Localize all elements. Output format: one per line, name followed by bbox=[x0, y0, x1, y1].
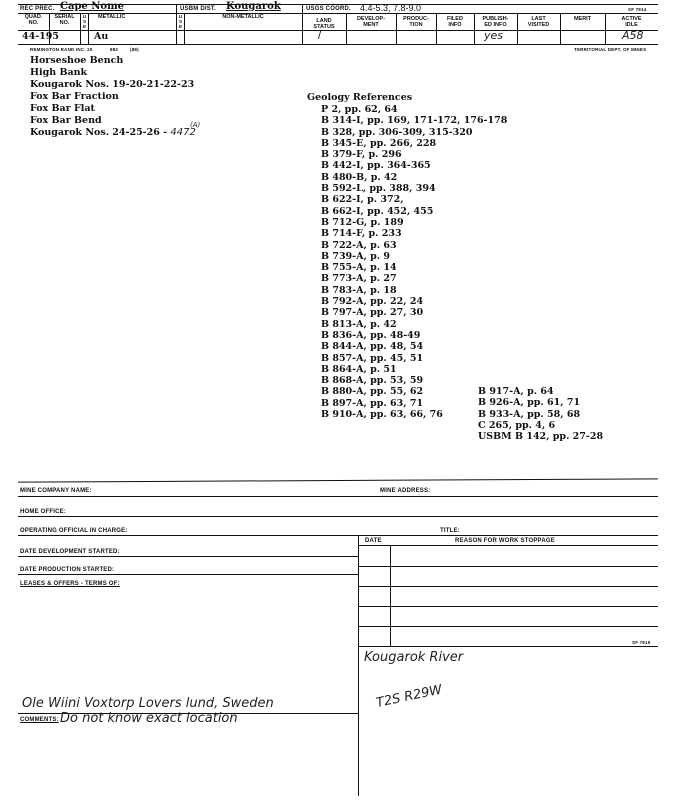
form-number-top: SF 7914 bbox=[628, 7, 647, 12]
geology-ref: B 714-F, p. 233 bbox=[321, 228, 402, 240]
geology-ref: B 773-A, p. 27 bbox=[321, 273, 397, 285]
geology-ref: B 910-A, pp. 63, 66, 76 bbox=[321, 409, 443, 421]
geology-ref: B 933-A, pp. 58, 68 bbox=[478, 408, 581, 420]
published-value: yes bbox=[484, 29, 504, 42]
claim-handwritten-mark: (A) bbox=[190, 121, 201, 129]
dev-started-line bbox=[18, 556, 358, 557]
metallic-value: Au bbox=[94, 31, 109, 42]
col-quad-no: QUAD. NO. bbox=[24, 14, 43, 26]
printer-code-2: (88) bbox=[130, 47, 139, 52]
stoppage-date-divider bbox=[390, 545, 391, 647]
claim-item: Fox Bar Fraction bbox=[30, 91, 119, 102]
official-line bbox=[18, 535, 658, 536]
form-number-bottom: SF 7915 bbox=[632, 640, 651, 645]
col-production: PRODUC- TION bbox=[403, 16, 429, 28]
rec-prec-value: Cape Nome bbox=[60, 1, 125, 12]
geology-ref: B 844-A, pp. 48, 54 bbox=[321, 341, 424, 353]
title-label: TITLE: bbox=[440, 528, 460, 534]
operating-official-label: OPERATING OFFICIAL IN CHARGE: bbox=[20, 528, 128, 534]
geology-ref: B 739-A, p. 9 bbox=[321, 250, 390, 262]
leases-offers-label: LEASES & OFFERS - TERMS OF: bbox=[20, 581, 120, 587]
stoppage-header-line bbox=[358, 545, 658, 546]
geology-ref: USBM B 142, pp. 27-28 bbox=[478, 431, 604, 443]
claim-item: Horseshoe Bench bbox=[30, 55, 124, 66]
row-divider bbox=[18, 44, 658, 45]
printer-credit: REMINGTON RAND INC. 20 bbox=[30, 47, 93, 52]
col-serial-no: SERIAL NO. bbox=[54, 14, 75, 26]
geology-ref: B 917-A, p. 64 bbox=[478, 386, 554, 397]
department-label: TERRITORIAL DEPT. OF MINES bbox=[574, 47, 647, 52]
geology-ref: P 2, pp. 62, 64 bbox=[321, 104, 398, 115]
geology-ref: B 622-I, p. 372, bbox=[321, 194, 404, 206]
geology-refs-right bbox=[478, 386, 603, 442]
comments-label: COMMENTS: bbox=[20, 717, 59, 723]
col-last-visited: LAST VISITED bbox=[527, 16, 550, 28]
claims-list bbox=[30, 55, 201, 139]
printer-code-1: 882 bbox=[110, 47, 119, 52]
usbm-dist-value: Kougarok bbox=[226, 1, 281, 12]
col-development: DEVELOP- MENT bbox=[356, 16, 386, 28]
geology-ref: B 864-A, p. 51 bbox=[321, 363, 397, 375]
active-idle-value: A58 bbox=[622, 29, 644, 42]
geology-ref: B 662-I, pp. 452, 455 bbox=[321, 205, 434, 217]
stoppage-row-2 bbox=[358, 586, 658, 587]
handwritten-river: Kougarok River bbox=[364, 650, 464, 665]
stoppage-left-border bbox=[358, 535, 359, 647]
usgs-coord-value: 4.4-5.3, 7.8-9.0 bbox=[360, 3, 422, 13]
geology-ref: B 797-A, pp. 27, 30 bbox=[321, 307, 424, 319]
geology-ref: B 813-A, p. 42 bbox=[321, 318, 397, 330]
home-office-label: HOME OFFICE: bbox=[20, 509, 67, 515]
geology-ref: B 897-A, pp. 63, 71 bbox=[321, 397, 424, 409]
stoppage-row-3 bbox=[358, 606, 658, 607]
geology-ref: B 836-A, pp. 48-49 bbox=[321, 329, 421, 341]
claim-item: Fox Bar Bend bbox=[30, 115, 102, 126]
geology-ref: B 480-B, p. 42 bbox=[321, 171, 398, 183]
claim-item-text: Kougarok Nos. 24-25-26 - bbox=[30, 127, 168, 138]
claim-item: Kougarok Nos. 19-20-21-22-23 bbox=[30, 79, 195, 90]
geology-title: Geology References bbox=[307, 92, 413, 103]
col-use-1: U S E bbox=[82, 14, 87, 29]
col-use-2: U S E bbox=[178, 14, 183, 29]
stoppage-reason-label: REASON FOR WORK STOPPAGE bbox=[455, 538, 555, 544]
date-prod-started-label: DATE PRODUCTION STARTED: bbox=[20, 567, 115, 573]
col-land-status: LAND STATUS bbox=[313, 18, 335, 30]
mine-company-line bbox=[18, 496, 658, 497]
mine-company-label: MINE COMPANY NAME: bbox=[20, 488, 92, 494]
claim-item: Fox Bar Flat bbox=[30, 103, 95, 114]
geology-ref: B 442-I, pp. 364-365 bbox=[321, 160, 431, 172]
geology-refs-left bbox=[321, 104, 507, 420]
land-status-value: / bbox=[318, 30, 322, 42]
col-non-metallic: NON-METALLIC bbox=[222, 14, 264, 20]
geology-ref: B 868-A, pp. 53, 59 bbox=[321, 375, 424, 387]
col-filed-info: FILED INFO bbox=[447, 16, 463, 28]
geology-ref: B 314-I, pp. 169, 171-172, 176-178 bbox=[321, 115, 508, 127]
handwritten-comment: Do not know exact location bbox=[60, 711, 238, 726]
stoppage-row-1 bbox=[358, 566, 658, 567]
geology-ref: B 712-G, p. 189 bbox=[321, 216, 404, 228]
geology-ref: B 379-F, p. 296 bbox=[321, 149, 402, 161]
col-active-idle: ACTIVE IDLE bbox=[621, 16, 642, 28]
geology-ref: B 328, pp. 306-309, 315-320 bbox=[321, 126, 473, 138]
claim-handwritten-number: 4472 bbox=[170, 127, 196, 138]
geology-ref: B 926-A, pp. 61, 71 bbox=[478, 397, 581, 409]
claim-item bbox=[30, 121, 201, 139]
stoppage-bottom bbox=[358, 646, 658, 647]
col-metallic: METALLIC bbox=[98, 14, 126, 20]
handwritten-township: T2S R29W bbox=[374, 682, 444, 711]
date-dev-started-label: DATE DEVELOPMENT STARTED: bbox=[20, 549, 120, 555]
tear-line bbox=[18, 478, 658, 482]
col-merit: MERIT bbox=[573, 16, 592, 22]
geology-ref: B 345-E, pp. 266, 228 bbox=[321, 137, 437, 149]
geology-ref: B 880-A, pp. 55, 62 bbox=[321, 386, 424, 398]
geology-ref: B 755-A, p. 14 bbox=[321, 262, 397, 274]
geology-ref: B 792-A, pp. 22, 24 bbox=[321, 296, 424, 308]
usbm-dist-label: USBM DIST. bbox=[180, 6, 217, 12]
prod-started-line bbox=[18, 574, 358, 575]
handwritten-owner: Ole Wiini Voxtorp Lovers lund, Sweden bbox=[22, 696, 274, 711]
stoppage-row-4 bbox=[358, 626, 658, 627]
stoppage-date-label: DATE bbox=[365, 538, 382, 544]
col-published-info: PUBLISH- ED INFO bbox=[482, 16, 509, 28]
geology-ref: B 857-A, pp. 45, 51 bbox=[321, 352, 424, 364]
claim-item: High Bank bbox=[30, 67, 88, 78]
usgs-coord-label: USGS COORD. bbox=[306, 6, 351, 12]
quad-value: 44-195 bbox=[22, 31, 59, 42]
mine-address-label: MINE ADDRESS: bbox=[380, 488, 431, 494]
home-office-line bbox=[18, 516, 658, 517]
geology-ref: B 592-L, pp. 388, 394 bbox=[321, 183, 436, 195]
comments-right-border bbox=[358, 646, 359, 796]
geology-ref: C 265, pp. 4, 6 bbox=[478, 419, 556, 431]
rec-prec-label: REC PREC. bbox=[20, 6, 55, 12]
geology-ref: B 722-A, p. 63 bbox=[321, 239, 397, 251]
geology-ref: B 783-A, p. 18 bbox=[321, 284, 397, 296]
